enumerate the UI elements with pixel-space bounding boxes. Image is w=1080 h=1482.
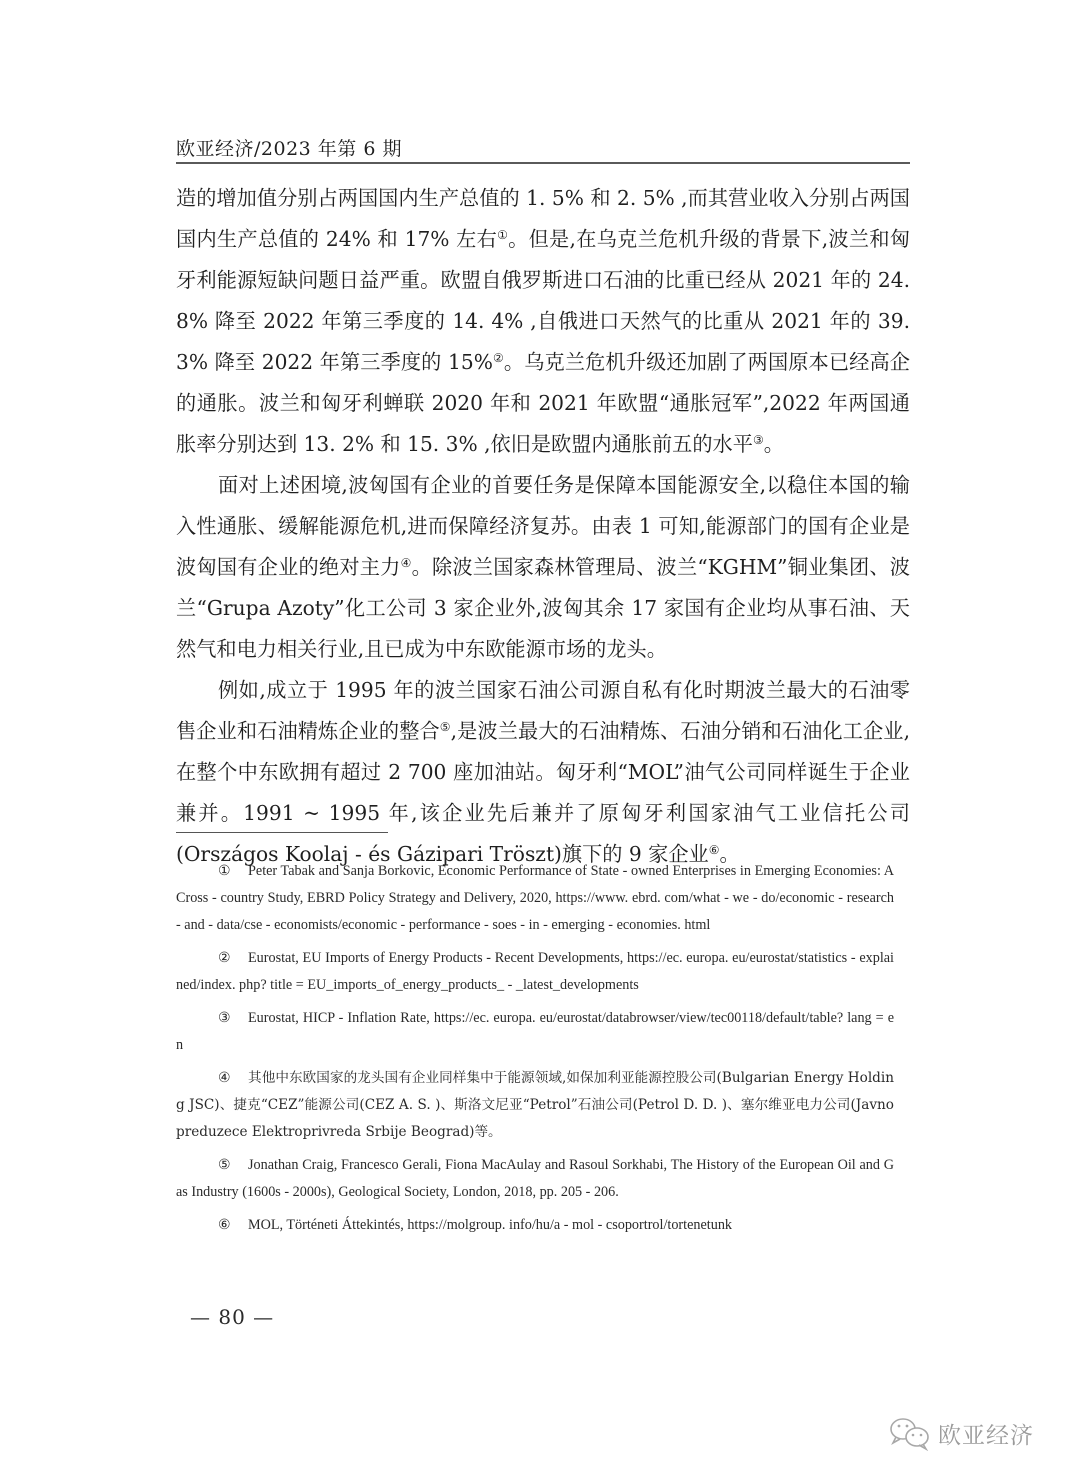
paragraph-text: 。: [719, 842, 740, 866]
footnote-number: ②: [218, 951, 231, 966]
footnote-text: Eurostat, HICP - Inflation Rate, https://ec. europa. eu/eurostat/databrowser/view/tec00118/default/table? lang = en: [176, 1010, 894, 1053]
paragraph-text: 。: [763, 432, 784, 456]
footnotes: [176, 858, 894, 1245]
paragraph-text: 例如,成立于 1995 年的波兰国家石油公司源自私有化时期波兰最大的石油零售企业和石油精炼企业的整合: [176, 678, 910, 743]
footnote-number: ⑥: [218, 1218, 231, 1233]
footnote-divider: [176, 832, 388, 833]
footnote-4: [176, 1065, 894, 1146]
footnote-3: [176, 1005, 894, 1059]
footnote-number: ③: [218, 1011, 231, 1026]
footnote-2: [176, 945, 894, 999]
footnote-ref-5[interactable]: ⑤: [439, 720, 451, 734]
paragraph-text: 面对上述困境,波匈国有企业的首要任务是保障本国能源安全,以稳住本国的输入性通胀、缓解能源危机,进而保障经济复苏。由表 1 可知,能源部门的国有企业是波匈国有企业的绝对主力: [176, 473, 910, 579]
paragraph-text: 。但是,在乌克兰危机升级的背景下,波兰和匈牙利能源短缺问题日益严重。欧盟自俄罗斯进口石油的比重已经从 2021 年的 24. 8% 降至 2022 年第三季度的 14. 4% ,自俄进口天然气的比重从 2021 年的 39. 3% 降至 2022 年第三季度的 15%: [176, 227, 910, 374]
running-header: [176, 132, 910, 164]
footnote-5: [176, 1152, 894, 1206]
footnote-number: ⑤: [218, 1158, 231, 1173]
paragraph-1: [176, 178, 910, 465]
footnote-text: Jonathan Craig, Francesco Gerali, Fiona MacAulay and Rasoul Sorkhabi, The History of the European Oil and Gas Industry (1600s - 2000s), Geological Society, London, 2018, pp. 205 - 206.: [176, 1157, 894, 1200]
paragraph-3: [176, 670, 910, 875]
page-number: — 80 —: [190, 1305, 275, 1329]
footnote-text: 其他中东欧国家的龙头国有企业同样集中于能源领域,如保加利亚能源控股公司(Bulgarian Energy Holding JSC)、捷克“CEZ”能源公司(CEZ A. S. )、斯洛文尼亚“Petrol”石油公司(Petrol D. D. )、塞尔维亚电力公司(Javno preduzece Elektroprivreda Srbije Beograd)等。: [176, 1070, 894, 1140]
wechat-watermark: [888, 1413, 1034, 1453]
footnote-text: MOL, Történeti Áttekintés, https://molgroup. info/hu/a - mol - csoportrol/tortenetunk: [248, 1217, 733, 1233]
footnote-ref-6[interactable]: ⑥: [708, 843, 720, 857]
footnote-text: Eurostat, EU Imports of Energy Products - Recent Developments, https://ec. europa. eu/eurostat/statistics - explained/index. php? title = EU_imports_of_energy_products_ - _latest_developments: [176, 950, 894, 993]
paragraph-text: ,是波兰最大的石油精炼、石油分销和石油化工企业,在整个中东欧拥有超过 2 700 座加油站。匈牙利“MOL”油气公司同样诞生于企业兼并。1991 ~ 1995 年,该企业先后兼并了原匈牙利国家油气工业信托公司(Országos Koolaj - és Gázipari Tröszt)旗下的 9 家企业: [176, 719, 910, 866]
paragraph-text: 造的增加值分别占两国国内生产总值的 1. 5% 和 2. 5% ,而其营业收入分别占两国国内生产总值的 24% 和 17% 左右: [176, 186, 910, 251]
paragraph-text: 。除波兰国家森林管理局、波兰“KGHM”铜业集团、波兰“Grupa Azoty”化工公司 3 家企业外,波匈其余 17 家国有企业均从事石油、天然气和电力相关行业,且已成为中东欧能源市场的龙头。: [176, 555, 910, 661]
footnote-text: Peter Tabak and Sanja Borkovic, Economic Performance of State - owned Enterprises in Emerging Economies: A Cross - country Study, EBRD Policy Strategy and Delivery, 2020, https://www. ebrd. com/what - we - do/economic - research - and - data/cse - economists/economic - performance - soes - in - emerging - economies. html: [176, 863, 894, 933]
footnote-ref-4[interactable]: ④: [400, 556, 412, 570]
paragraph-2: [176, 465, 910, 670]
footnote-number: ①: [218, 864, 231, 879]
footnote-ref-2[interactable]: ②: [492, 351, 504, 365]
footnote-6: [176, 1212, 894, 1239]
wechat-icon: [888, 1415, 932, 1451]
article-body: [176, 178, 910, 875]
paragraph-text: 。乌克兰危机升级还加剧了两国原本已经高企的通胀。波兰和匈牙利蝉联 2020 年和 2021 年欧盟“通胀冠军”,2022 年两国通胀率分别达到 13. 2% 和 15. 3% ,依旧是欧盟内通胀前五的水平: [176, 350, 910, 456]
footnote-ref-1[interactable]: ①: [497, 228, 509, 242]
footnote-1: [176, 858, 894, 939]
watermark-label: 欧亚经济: [938, 1422, 1034, 1449]
footnote-ref-3[interactable]: ③: [752, 433, 764, 447]
footnote-number: ④: [218, 1070, 231, 1086]
journal-issue-title: 欧亚经济/2023 年第 6 期: [176, 138, 402, 160]
